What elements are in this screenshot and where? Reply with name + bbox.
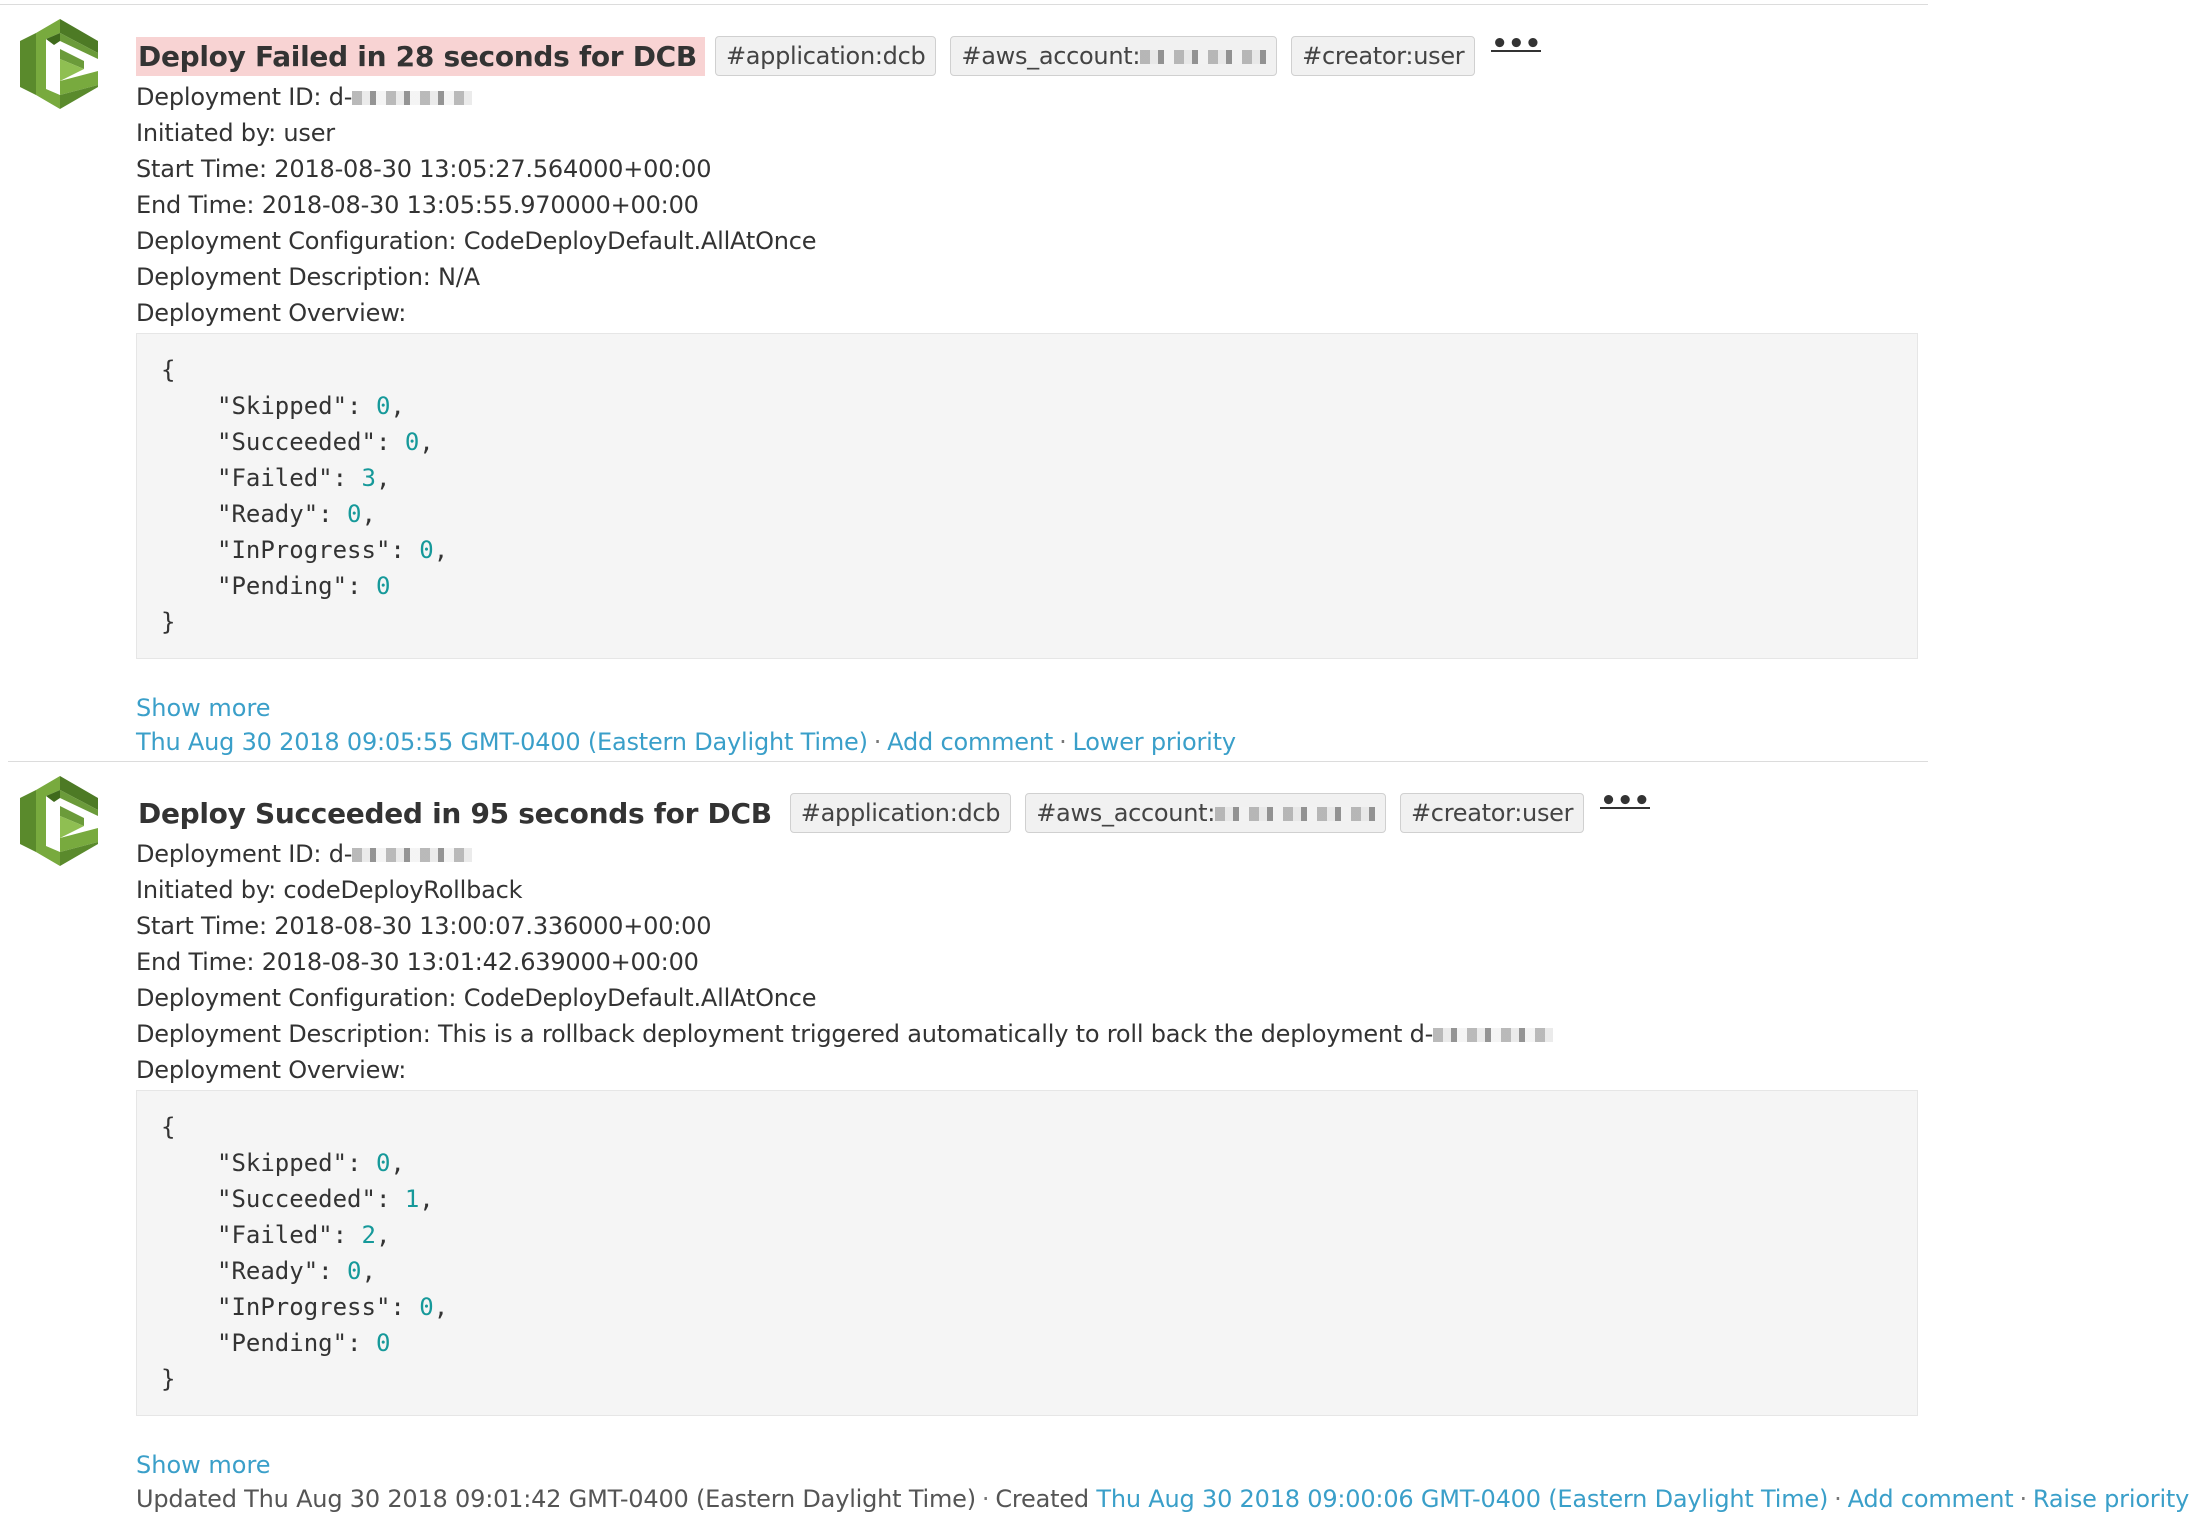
event-timestamp-link[interactable]: Thu Aug 30 2018 09:05:55 GMT-0400 (Eastern Daylight Time) (136, 728, 868, 756)
overview-skipped: "Skipped": 0, (217, 392, 405, 420)
redacted-value (352, 91, 472, 105)
show-more-link[interactable]: Show more (136, 1451, 271, 1479)
end-time: End Time: 2018-08-30 13:05:55.970000+00:00 (136, 191, 699, 219)
deployment-id: Deployment ID: d- (136, 836, 1918, 872)
tag-aws-account[interactable]: #aws_account: (1025, 793, 1386, 833)
event-title[interactable]: Deploy Succeeded in 95 seconds for DCB (138, 796, 772, 830)
event-title[interactable]: Deploy Failed in 28 seconds for DCB (136, 37, 705, 76)
overview-ready: "Ready": 0, (217, 1257, 376, 1285)
event-footer: Thu Aug 30 2018 09:05:55 GMT-0400 (Eastern Daylight Time) · Add comment · Lower priority (136, 728, 1236, 756)
overview-failed: "Failed": 3, (217, 464, 391, 492)
start-time: Start Time: 2018-08-30 13:05:27.564000+00:00 (136, 155, 712, 183)
overview-inprogress: "InProgress": 0, (217, 536, 449, 564)
deployment-overview-label: Deployment Overview: (136, 299, 407, 327)
overview-pending: "Pending": 0 (217, 1329, 391, 1357)
overview-skipped: "Skipped": 0, (217, 1149, 405, 1177)
created-label: Created (995, 1485, 1089, 1513)
overview-succeeded: "Succeeded": 0, (217, 428, 434, 456)
show-more-link[interactable]: Show more (136, 694, 271, 722)
redacted-value (1215, 807, 1375, 821)
aws-codedeploy-logo-icon (20, 776, 98, 866)
initiated-by: Initiated by: codeDeployRollback (136, 876, 523, 904)
initiated-by: Initiated by: user (136, 119, 335, 147)
start-time: Start Time: 2018-08-30 13:00:07.336000+00:00 (136, 912, 712, 940)
deployment-configuration: Deployment Configuration: CodeDeployDefault.AllAtOnce (136, 984, 817, 1012)
more-options-icon[interactable]: ••• (1491, 29, 1542, 59)
tag-application[interactable]: #application:dcb (790, 793, 1011, 833)
tag-application[interactable]: #application:dcb (715, 36, 936, 76)
raise-priority-link[interactable]: Raise priority (2032, 1485, 2189, 1513)
overview-succeeded: "Succeeded": 1, (217, 1185, 434, 1213)
deployment-description: Deployment Description: This is a rollback deployment triggered automatically to roll back the deployment d- (136, 1016, 1918, 1052)
deployment-overview-code: { "Skipped": 0, "Succeeded": 1, "Failed": 2, "Ready": 0, "InProgress": 0, "Pending": 0 } (136, 1090, 1918, 1416)
aws-codedeploy-logo-icon (20, 19, 98, 109)
updated-timestamp: Updated Thu Aug 30 2018 09:01:42 GMT-0400 (Eastern Daylight Time) (136, 1485, 976, 1513)
event-timestamp-link[interactable]: Thu Aug 30 2018 09:00:06 GMT-0400 (Eastern Daylight Time) (1096, 1485, 1829, 1513)
add-comment-link[interactable]: Add comment (1847, 1485, 2014, 1513)
overview-pending: "Pending": 0 (217, 572, 391, 600)
overview-ready: "Ready": 0, (217, 500, 376, 528)
deployment-overview-label: Deployment Overview: (136, 1056, 407, 1084)
tag-creator[interactable]: #creator:user (1400, 793, 1584, 833)
overview-inprogress: "InProgress": 0, (217, 1293, 449, 1321)
more-options-icon[interactable]: ••• (1600, 786, 1651, 816)
tag-aws-account[interactable]: #aws_account: (950, 36, 1277, 76)
deployment-description: Deployment Description: N/A (136, 263, 480, 291)
lower-priority-link[interactable]: Lower priority (1072, 728, 1236, 756)
deployment-id: Deployment ID: d- (136, 79, 1918, 115)
event-item-deploy-failed (0, 4, 1928, 761)
overview-failed: "Failed": 2, (217, 1221, 391, 1249)
deployment-overview-code: { "Skipped": 0, "Succeeded": 0, "Failed": 3, "Ready": 0, "InProgress": 0, "Pending": 0 } (136, 333, 1918, 659)
redacted-value (1433, 1028, 1553, 1042)
event-footer: Updated Thu Aug 30 2018 09:01:42 GMT-0400 (Eastern Daylight Time) · Created Thu Aug 30 2018 09:00:06 GMT-0400 (Eastern Daylight Time) · Add comment · Raise priority (136, 1485, 2189, 1513)
tag-creator[interactable]: #creator:user (1291, 36, 1475, 76)
end-time: End Time: 2018-08-30 13:01:42.639000+00:00 (136, 948, 699, 976)
event-item-deploy-succeeded (8, 761, 2189, 1514)
add-comment-link[interactable]: Add comment (887, 728, 1054, 756)
redacted-value (352, 848, 472, 862)
redacted-value (1140, 50, 1266, 64)
deployment-configuration: Deployment Configuration: CodeDeployDefault.AllAtOnce (136, 227, 817, 255)
